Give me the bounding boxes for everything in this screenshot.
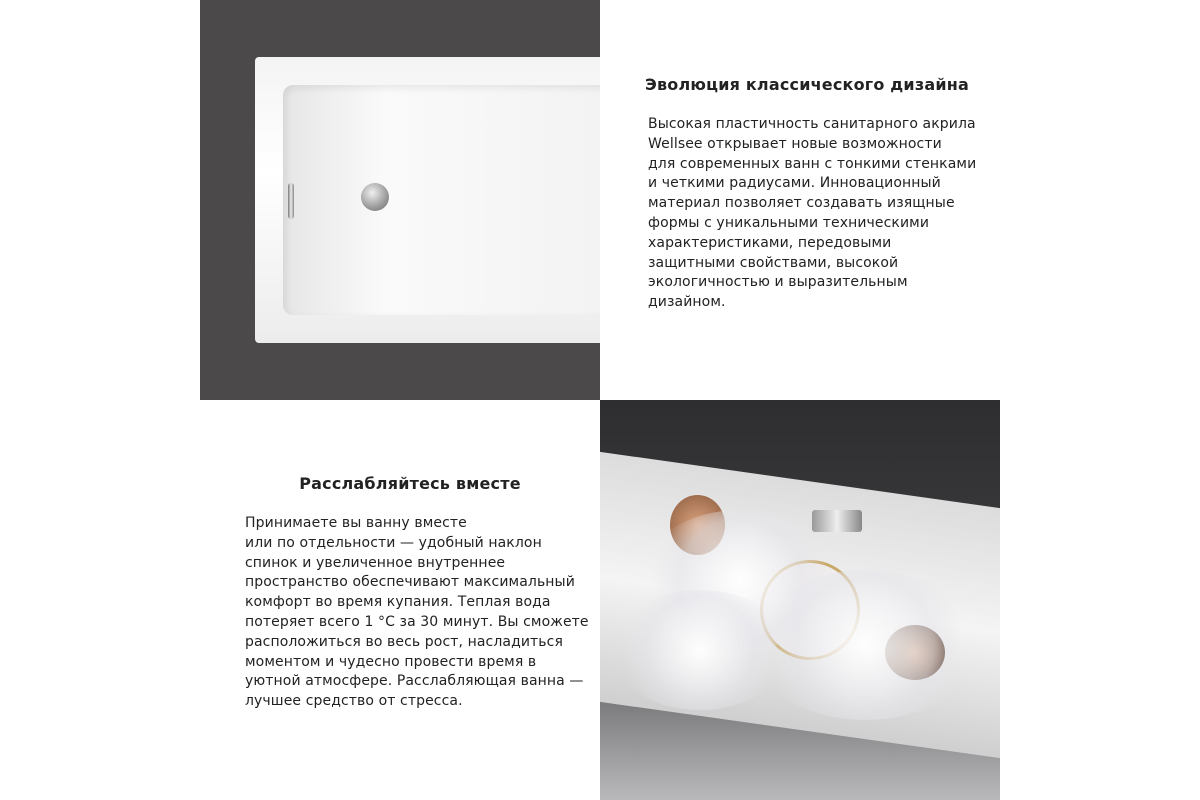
steam bbox=[610, 590, 790, 710]
faucet-icon bbox=[812, 510, 862, 532]
text-line: Высокая пластичность санитарного акрила bbox=[648, 116, 976, 132]
text-line: комфорт во время купания. Теплая вода bbox=[245, 594, 551, 611]
text-line: спинок и увеличенное внутреннее bbox=[245, 554, 506, 571]
design-heading: Эволюция классического дизайна bbox=[645, 75, 969, 94]
text-line: формы с уникальными техническими bbox=[648, 214, 930, 231]
text-line: для современных ванн с тонкими стенками bbox=[648, 155, 977, 172]
text-line: моментом и чудесно провести время в bbox=[245, 653, 537, 670]
text-line: защитными свойствами, высокой bbox=[648, 254, 899, 271]
text-line: и четкими радиусами. Инновационный bbox=[648, 175, 941, 192]
text-line: пространство обеспечивают максимальный bbox=[245, 574, 575, 591]
overflow-icon bbox=[288, 183, 294, 219]
couple-bath-photo bbox=[600, 400, 1000, 800]
text-line: лучшее средство от стресса. bbox=[245, 693, 463, 710]
relax-body bbox=[245, 514, 589, 712]
text-line: дизайном. bbox=[648, 294, 726, 311]
design-body bbox=[648, 115, 976, 313]
text-line: уютной атмосфере. Расслабляющая ванна — bbox=[245, 673, 584, 690]
text-line: или по отдельности — удобный наклон bbox=[245, 534, 542, 551]
text-line: материал позволяет создавать изящные bbox=[648, 195, 955, 212]
relax-section bbox=[200, 400, 600, 800]
text-line: экологичностью и выразительным bbox=[648, 274, 908, 291]
text-line: расположиться во весь рост, насладиться bbox=[245, 633, 563, 650]
bathtub-basin bbox=[283, 85, 600, 315]
text-line: характеристиками, передовыми bbox=[648, 234, 892, 251]
relax-heading: Расслабляйтесь вместе bbox=[299, 474, 521, 493]
bathtub-rim bbox=[255, 57, 600, 343]
text-line: Wellsee открывает новые возможности bbox=[648, 135, 942, 152]
text-line: Принимаете вы ванну вместе bbox=[245, 515, 467, 531]
bathtub-top-view-image bbox=[200, 0, 600, 400]
drain-icon bbox=[361, 183, 389, 211]
design-section bbox=[600, 0, 1000, 400]
text-line: потеряет всего 1 °C за 30 минут. Вы сможете bbox=[245, 613, 589, 630]
